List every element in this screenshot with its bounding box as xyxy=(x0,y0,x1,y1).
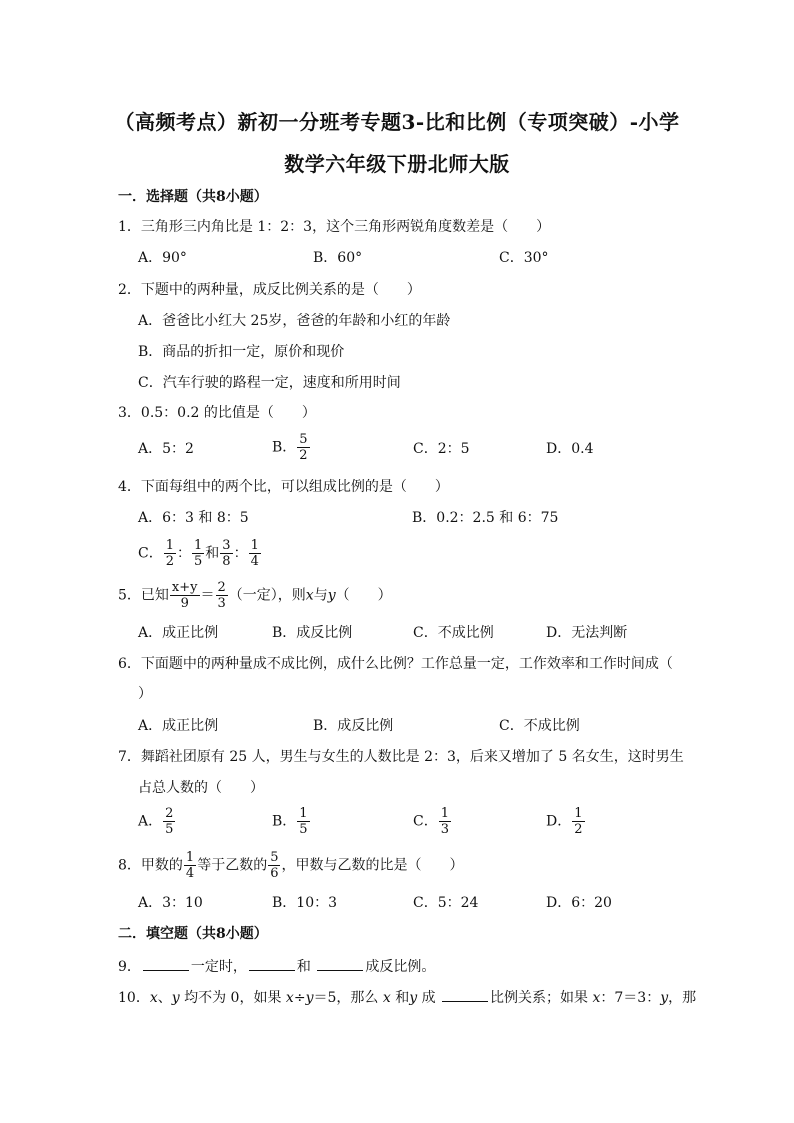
question-8-option-b: B．10：3 xyxy=(272,895,338,911)
answer-blank[interactable] xyxy=(249,956,295,971)
question-8-option-a: A．3：10 xyxy=(138,895,203,911)
question-7-stem: 7．舞蹈社团原有 25 人，男生与女生的人数比是 2：3，后来又增加了 5 名女生，这时男生 xyxy=(118,749,684,765)
question-3-option-d: D．0.4 xyxy=(546,441,594,457)
question-6-stem-continued: ） xyxy=(138,686,152,702)
question-5-option-c: C．不成比例 xyxy=(413,625,494,641)
section-heading-choice: 一．选择题（共8小题） xyxy=(118,189,268,205)
fraction: $\frac{1}{3}$ xyxy=(440,806,449,837)
question-7-option-d: D． $\frac{1}{2}$ xyxy=(546,806,583,837)
fraction: $\frac{x+y}{9}$ xyxy=(171,580,198,611)
fraction: $\frac{1}{5}$ xyxy=(299,806,308,837)
question-7-stem-continued: 占总人数的（ ） xyxy=(138,780,264,796)
question-6-option-c: C．不成比例 xyxy=(499,718,580,734)
question-5-option-b: B．成反比例 xyxy=(272,625,353,641)
question-1-option-c: C．30° xyxy=(499,250,549,266)
question-7-option-c: C． $\frac{1}{3}$ xyxy=(413,806,449,837)
question-2-option-b: B．商品的折扣一定，原价和现价 xyxy=(138,344,345,360)
question-1-option-a: A．90° xyxy=(138,250,187,266)
document-title-line2: 数学六年级下册北师大版 xyxy=(284,152,510,176)
fraction: $\frac{1}{2}$ xyxy=(165,538,174,569)
fraction: $\frac{1}{5}$ xyxy=(194,538,203,569)
question-2-stem: 2．下题中的两种量，成反比例关系的是（ ） xyxy=(118,282,421,298)
question-6-option-a: A．成正比例 xyxy=(138,718,219,734)
question-3-option-a: A．5：2 xyxy=(138,441,194,457)
question-2-option-a: A．爸爸比小红大 25岁，爸爸的年龄和小红的年龄 xyxy=(138,313,451,329)
question-3-stem: 3．0.5：0.2 的比值是（ ） xyxy=(118,405,316,421)
fraction: $\frac{2}{5}$ xyxy=(165,806,174,837)
fraction: $\frac{3}{8}$ xyxy=(222,538,231,569)
question-4-option-a: A．6：3 和 8：5 xyxy=(138,510,249,526)
question-1-option-b: B．60° xyxy=(313,250,363,266)
question-10-stem: 10．x、y 均不为 0，如果 x÷y＝5，那么 x 和y 成 比例关系；如果 x：7＝3：y，那 xyxy=(118,987,696,1008)
question-5-stem: 5．已知 $\frac{x+y}{9}$ ＝ $\frac{2}{3}$ （一定），则x与y（ ） xyxy=(118,580,392,611)
question-9-stem: 9． 一定时， 和 成反比例。 xyxy=(118,956,435,977)
question-8-option-c: C．5：24 xyxy=(413,895,479,911)
question-8-option-d: D．6：20 xyxy=(546,895,612,911)
fraction: $\frac{2}{3}$ xyxy=(217,580,226,611)
question-6-option-b: B．成反比例 xyxy=(313,718,394,734)
question-7-option-b: B． $\frac{1}{5}$ xyxy=(272,806,308,837)
question-5-option-a: A．成正比例 xyxy=(138,625,219,641)
question-8-stem: 8．甲数的 $\frac{1}{4}$ 等于乙数的 $\frac{5}{6}$ ，甲数与乙数的比是（ ） xyxy=(118,850,464,881)
fraction: $\frac{5}{2}$ xyxy=(299,432,308,463)
answer-blank[interactable] xyxy=(317,956,363,971)
fraction: $\frac{1}{4}$ xyxy=(250,538,259,569)
fraction: $\frac{1}{4}$ xyxy=(185,850,195,881)
question-2-option-c: C．汽车行驶的路程一定，速度和所用时间 xyxy=(138,375,401,391)
question-1-stem: 1．三角形三内角比是 1：2：3，这个三角形两锐角度数差是（ ） xyxy=(118,219,551,235)
question-3-option-c: C．2：5 xyxy=(413,441,470,457)
question-7-option-a: A． $\frac{2}{5}$ xyxy=(138,806,174,837)
question-4-stem: 4．下面每组中的两个比，可以组成比例的是（ ） xyxy=(118,479,449,495)
fraction: $\frac{5}{6}$ xyxy=(270,850,279,881)
question-6-stem: 6．下面题中的两种量成不成比例，成什么比例？工作总量一定，工作效率和工作时间成（ xyxy=(118,656,673,672)
question-5-option-d: D．无法判断 xyxy=(546,625,628,641)
document-title-line1: （高频考点）新初一分班考专题3-比和比例（专项突破）-小学 xyxy=(114,110,680,134)
answer-blank[interactable] xyxy=(442,987,488,1002)
question-3-option-b: B． $\frac{5}{2}$ xyxy=(272,432,308,463)
question-4-option-b: B．0.2：2.5 和 6：75 xyxy=(412,510,559,526)
section-heading-fill-in: 二．填空题（共8小题） xyxy=(118,926,268,942)
answer-blank[interactable] xyxy=(143,956,189,971)
fraction: $\frac{1}{2}$ xyxy=(574,806,583,837)
question-4-option-c: C． $\frac{1}{2}$ ： $\frac{1}{5}$ 和 $\frac{3}{8}$ ： $\frac{1}{4}$ xyxy=(138,538,259,569)
